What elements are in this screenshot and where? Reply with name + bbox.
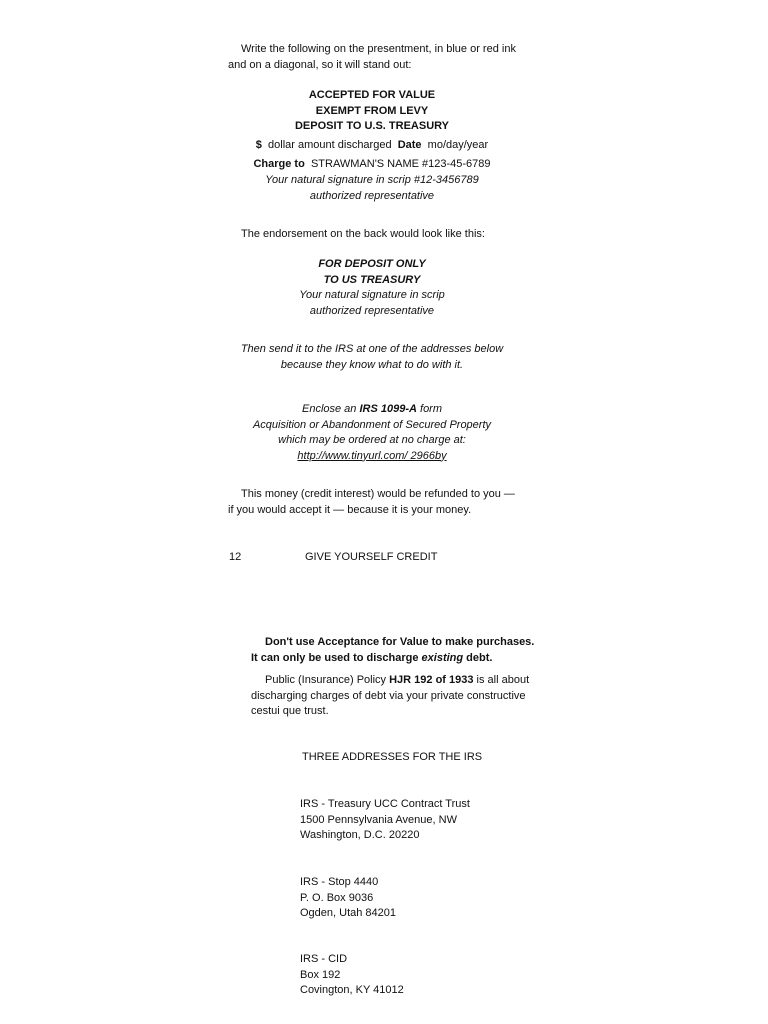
- address-line-1: IRS - Treasury UCC Contract Trust: [300, 798, 470, 810]
- address-line-2: P. O. Box 9036: [300, 891, 374, 904]
- charge-label: Charge to: [253, 158, 305, 170]
- footer-title: GIVE YOURSELF CREDIT: [305, 551, 438, 563]
- dollar-sign: $: [255, 139, 262, 151]
- policy-line-2: discharging charges of debt via your private constructive: [251, 689, 526, 702]
- date-label: Date: [397, 139, 422, 151]
- endorse-signature: Your natural signature in scrip: [299, 289, 445, 301]
- refund-paragraph: [228, 487, 548, 518]
- charge-value: STRAWMAN'S NAME #123-45-6789: [310, 158, 491, 170]
- page-footer: [229, 550, 529, 566]
- dollar-text: dollar amount discharged: [268, 139, 392, 151]
- endorsement-block: [222, 257, 522, 319]
- endorse-for-deposit: FOR DEPOSIT ONLY: [318, 258, 426, 270]
- policy-paragraph: [251, 673, 571, 720]
- enclose-line-1: Enclose an IRS 1099-A form: [301, 403, 443, 415]
- warning-line-1: Don't use Acceptance for Value to make purchases.: [265, 636, 535, 648]
- enclose-line-2: Acquisition or Abandonment of Secured Property: [252, 418, 492, 431]
- warning-block: [251, 635, 571, 666]
- address-line-3: Covington, KY 41012: [300, 984, 404, 996]
- hjr-192-reference: HJR 192 of 1933: [389, 674, 474, 686]
- policy-line-3: cestui que trust.: [251, 705, 329, 717]
- page-number: 12: [229, 551, 242, 563]
- address-line-2: 1500 Pennsylvania Avenue, NW: [300, 813, 457, 826]
- charge-line: [222, 157, 522, 173]
- address-line-1: IRS - Stop 4440: [300, 876, 379, 888]
- address-line-3: Ogden, Utah 84201: [300, 907, 397, 919]
- signature-block: [222, 173, 522, 204]
- existing-emphasis: existing: [421, 651, 464, 664]
- refund-line-1: This money (credit interest) would be refunded to you —: [241, 488, 515, 500]
- stamp-line-exempt: EXEMPT FROM LEVY: [315, 104, 429, 117]
- enclose-block: [222, 402, 522, 464]
- address-line-3: Washington, D.C. 20220: [300, 829, 420, 841]
- address-line-1: IRS - CID: [300, 953, 348, 965]
- send-instructions: [222, 342, 522, 373]
- enclose-line-3: which may be ordered at no charge at:: [278, 434, 466, 446]
- warning-line-2: It can only be used to discharge existing debt.: [251, 651, 493, 664]
- addresses-heading: THREE ADDRESSES FOR THE IRS: [302, 751, 483, 763]
- stamp-line-deposit: DEPOSIT TO U.S. TREASURY: [294, 120, 450, 132]
- refund-line-2: if you would accept it — because it is your money.: [228, 503, 472, 516]
- endorse-to-treasury: TO US TREASURY: [323, 273, 421, 286]
- stamp-block: [222, 88, 522, 135]
- send-line-1: Then send it to the IRS at one of the addresses below: [240, 343, 504, 355]
- intro-line-1: Write the following on the presentment, in blue or red ink: [241, 43, 516, 55]
- intro-paragraph: [228, 42, 548, 73]
- address-block: [300, 952, 560, 999]
- address-block: [300, 797, 560, 844]
- send-line-2: because they know what to do with it.: [280, 358, 464, 371]
- date-value: mo/day/year: [427, 139, 489, 151]
- address-line-2: Box 192: [300, 968, 341, 981]
- intro-line-2: and on a diagonal, so it will stand out:: [228, 58, 412, 71]
- policy-line-1: Public (Insurance) Policy HJR 192 of 1933 is all about: [265, 674, 530, 686]
- stamp-line-accepted: ACCEPTED FOR VALUE: [308, 89, 436, 101]
- tinyurl-link[interactable]: http://www.tinyurl.com/ 2966by: [297, 449, 447, 462]
- authorized-representative-1: authorized representative: [309, 189, 435, 202]
- dollar-date-line: [222, 138, 522, 154]
- endorsement-intro: The endorsement on the back would look like this:: [241, 228, 485, 240]
- address-block: [300, 875, 560, 922]
- irs-form-name: IRS 1099-A: [359, 403, 417, 415]
- authorized-representative-2: authorized representative: [309, 304, 435, 317]
- signature-line: Your natural signature in scrip #12-3456789: [265, 174, 479, 186]
